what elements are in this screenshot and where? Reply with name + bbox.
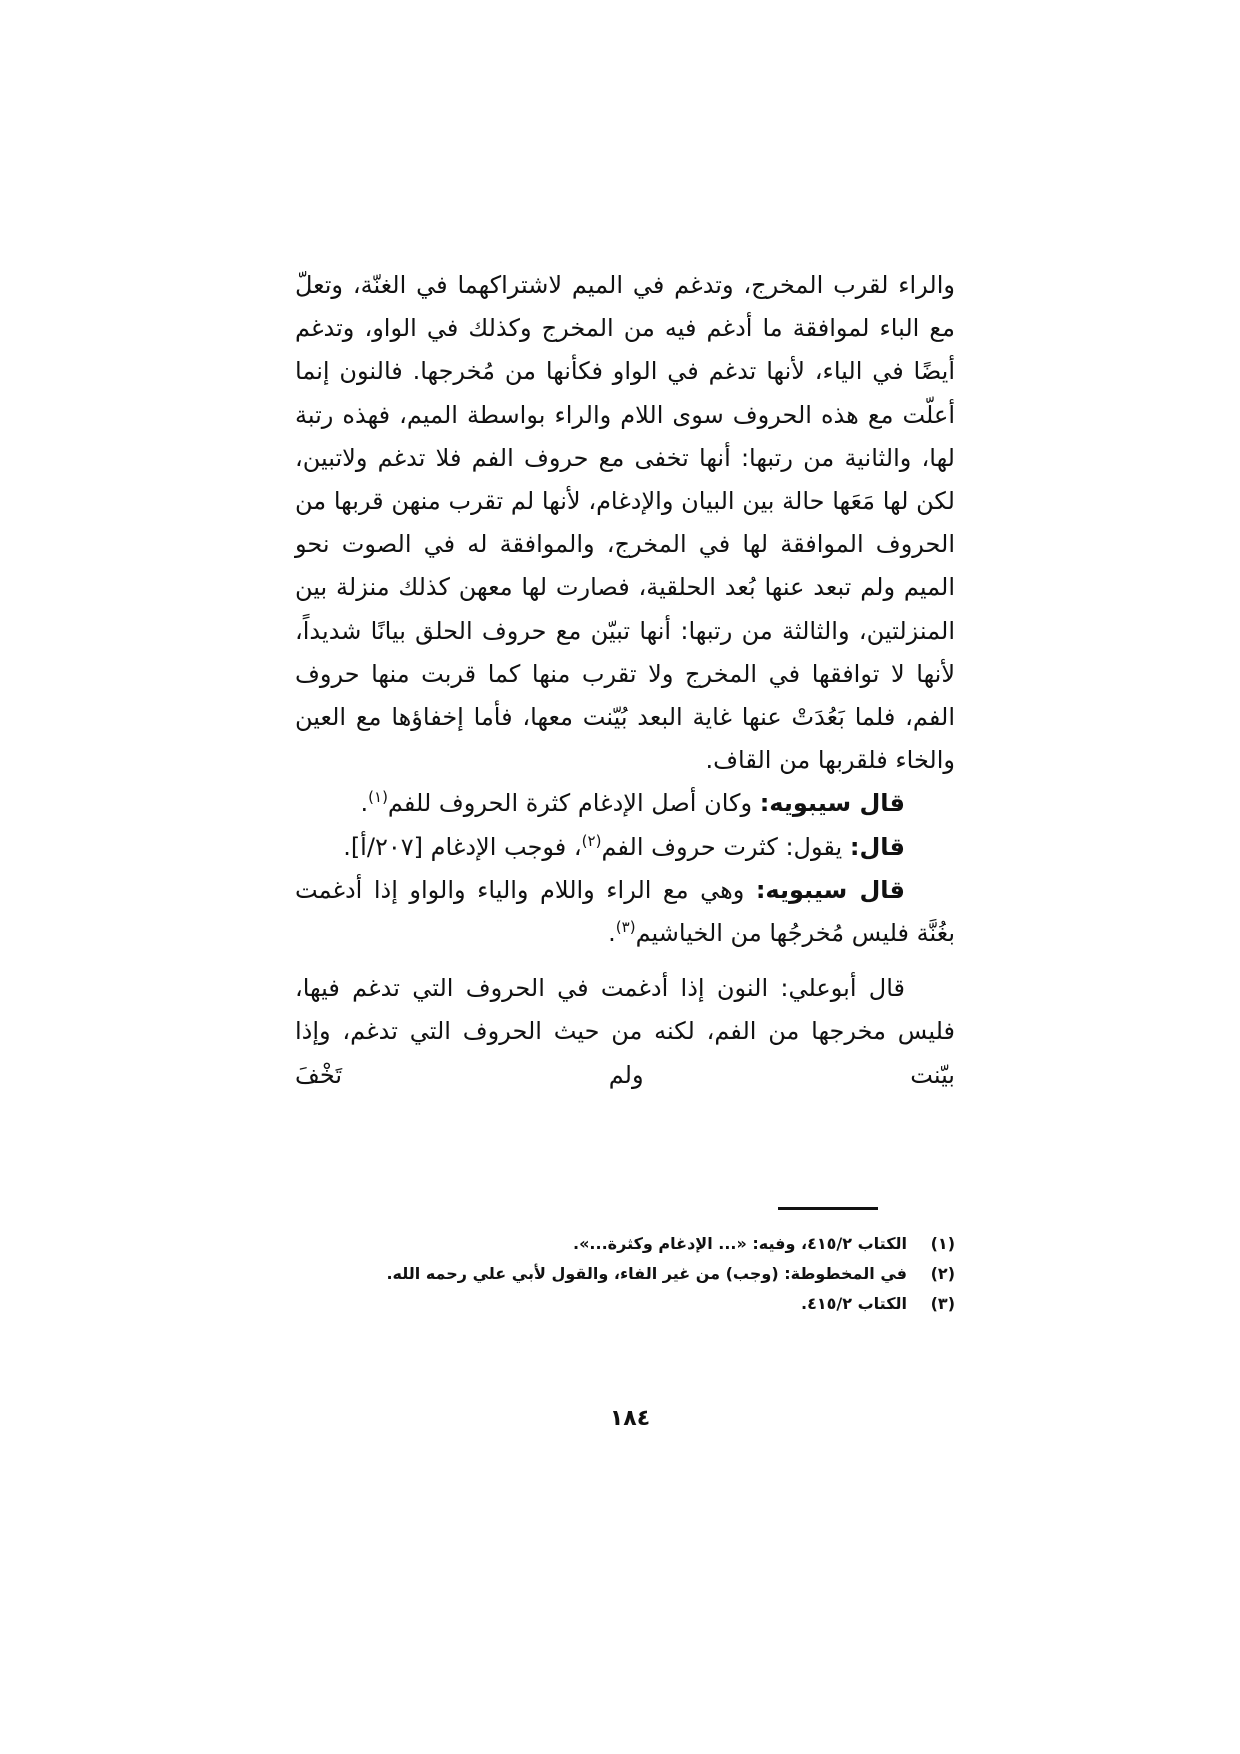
footnote-2	[295, 1259, 955, 1289]
paragraph-3	[295, 826, 955, 869]
footnote-ref-3: (٣)	[615, 918, 636, 937]
footnote-number: (٣)	[930, 1294, 955, 1313]
paragraph-3-lead: قال:	[849, 832, 905, 861]
paragraph-5	[295, 967, 955, 1097]
paragraph-4-lead: قال سيبويه:	[755, 875, 906, 904]
footnote-number: (٢)	[930, 1264, 955, 1283]
page-number: ١٨٤	[609, 1406, 651, 1431]
footnote-text: الكتاب ٤١٥/٢.	[801, 1294, 907, 1313]
paragraph-5-text: قال أبوعلي: النون إذا أدغمت في الحروف التي تدغم فيها، فليس مخرجها من الفم، لكنه من حيث الحروف التي تدغم، وإذا بيّنت ولم تَخْفَ	[295, 974, 955, 1089]
paragraph-4	[295, 869, 955, 955]
footnote-text: الكتاب ٤١٥/٢، وفيه: «... الإدغام وكثرة...».	[573, 1234, 907, 1253]
paragraph-1-text: والراء لقرب المخرج، وتدغم في الميم لاشتراكهما في الغنّة، وتعلّ مع الباء لموافقة ما أدغم فيه من المخرج وكذلك في الواو، وتدغم أيضًا في الياء، لأنها تدغم في الواو فكأنها من مُخرجها. فالنون إنما أعلّت مع هذه الحروف سوى اللام والراء بواسطة الميم، فهذه رتبة لها، والثانية من رتبها: أنها تخفى مع حروف الفم فلا تدغم ولاتبين، لكن لها مَعَها حالة بين البيان والإدغام، لأنها لم تقرب منهن قربها من الحروف الموافقة لها في المخرج، والموافقة له في الصوت نحو الميم ولم تبعد عنها بُعد الحلقية، فصارت لها معهن كذلك منزلة بين المنزلتين، والثالثة من رتبها: أنها تبيّن مع حروف الحلق بيانًا شديداً، لأنها لا توافقها في المخرج ولا تقرب منها كما قربت منها حروف الفم، فلما بَعُدَتْ عنها غاية البعد بُيّنت معها، فأما إخفاؤها مع العين والخاء فلقربها من القاف.	[295, 271, 955, 775]
footnote-text: في المخطوطة: (وجب) من غير الفاء، والقول لأبي علي رحمه الله.	[386, 1264, 907, 1283]
main-text	[295, 264, 955, 1097]
paragraph-4-text: وهي مع الراء واللام والياء والواو إذا أدغمت بغُنَّة فليس مُخرجُها من الخياشيم	[295, 875, 955, 948]
paragraph-2-text: وكان أصل الإدغام كثرة الحروف للفم	[387, 789, 760, 818]
paragraph-3-text: يقول: كثرت حروف الفم	[601, 832, 850, 861]
footnote-number: (١)	[930, 1234, 955, 1253]
paragraph-4-tail: .	[608, 919, 616, 948]
paragraph-3-tail: ، فوجب الإدغام [٢٠٧/أ].	[343, 832, 582, 861]
paragraph-2-lead: قال سيبويه:	[759, 789, 905, 818]
footnote-ref-2: (٢)	[581, 831, 602, 850]
footnote-1	[295, 1229, 955, 1259]
footnote-3	[295, 1289, 955, 1319]
paragraph-2	[295, 782, 955, 825]
paragraph-1	[295, 264, 955, 782]
footnote-separator	[778, 1207, 878, 1210]
footnotes	[295, 1229, 955, 1319]
footnote-ref-1: (١)	[368, 788, 388, 807]
paragraph-2-tail: .	[360, 789, 369, 818]
